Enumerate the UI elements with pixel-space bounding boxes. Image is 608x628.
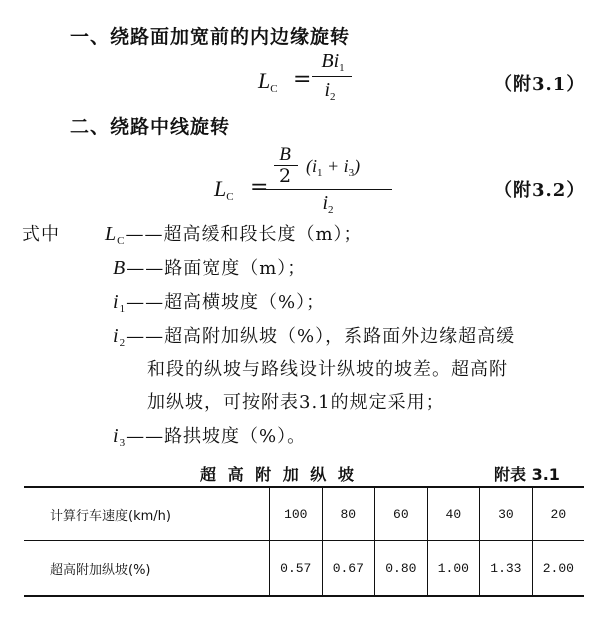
table-cell: 30 (480, 487, 533, 541)
design-speed-table (24, 486, 584, 597)
where-item-i2: $i_2——$超高附加纵坡（%），系路面外边缘超高缓 (113, 325, 516, 349)
table-cell: 0.80 (375, 541, 428, 597)
section-1-title: 一、绕路面加宽前的内边缘旋转 (70, 26, 351, 48)
table-cell: 1.33 (480, 541, 533, 597)
where-label: 式中 (22, 224, 60, 245)
where-item-lc: $L_C——$超高缓和段长度（m）； (105, 223, 363, 247)
formula-2-equals: = (250, 175, 269, 200)
table-row-label: 计算行车速度(km/h) (24, 487, 270, 541)
section-2-title: 二、绕路中线旋转 (70, 116, 231, 138)
table-cell: 40 (427, 487, 480, 541)
formula-1-numerator: $Bi_1$ (321, 50, 345, 74)
table-row-grade (24, 541, 584, 597)
formula-2-denominator: $i_2$ (322, 192, 334, 216)
formula-1-denominator: $i_2$ (324, 79, 336, 103)
table-cell: 20 (532, 487, 584, 541)
equation-number-2: （附3.2） (494, 180, 586, 201)
table-cell: 100 (270, 487, 323, 541)
formula-1-fraction-bar (312, 76, 352, 77)
formula-1-equals: = (293, 67, 312, 92)
where-item-i2-cont-1: 和段的纵坡与路线设计纵坡的坡差。超高附 (147, 359, 508, 380)
formula-2-inner-numerator: B (279, 144, 291, 165)
formula-1-lhs: $L_C$ (258, 68, 278, 95)
where-item-i2-cont-2: 加纵坡，可按附表3.1的规定采用； (147, 392, 445, 413)
table-number: 附表 3.1 (494, 465, 560, 484)
where-item-b: B——路面宽度（m）； (113, 257, 307, 279)
formula-2-fraction-bar (264, 189, 392, 190)
table-cell: 60 (375, 487, 428, 541)
formula-2-lhs: $L_C$ (214, 176, 234, 203)
table-row-speed (24, 487, 584, 541)
formula-2-numerator-rest: $(i_1 + i_3)$ (306, 156, 361, 179)
table-cell: 0.57 (270, 541, 323, 597)
table-cell: 0.67 (322, 541, 375, 597)
table-title: 超 高 附 加 纵 坡 (200, 465, 357, 484)
formula-2-inner-denominator: 2 (278, 165, 292, 187)
table-row-label: 超高附加纵坡(%) (24, 541, 270, 597)
table-cell: 80 (322, 487, 375, 541)
where-item-i1: $i_1——$超高横坡度（%）； (113, 291, 326, 315)
equation-number-1: （附3.1） (494, 74, 586, 95)
table-cell: 1.00 (427, 541, 480, 597)
table-cell: 2.00 (532, 541, 584, 597)
where-item-i3: $i_3——$路拱坡度（%）。 (113, 425, 307, 449)
